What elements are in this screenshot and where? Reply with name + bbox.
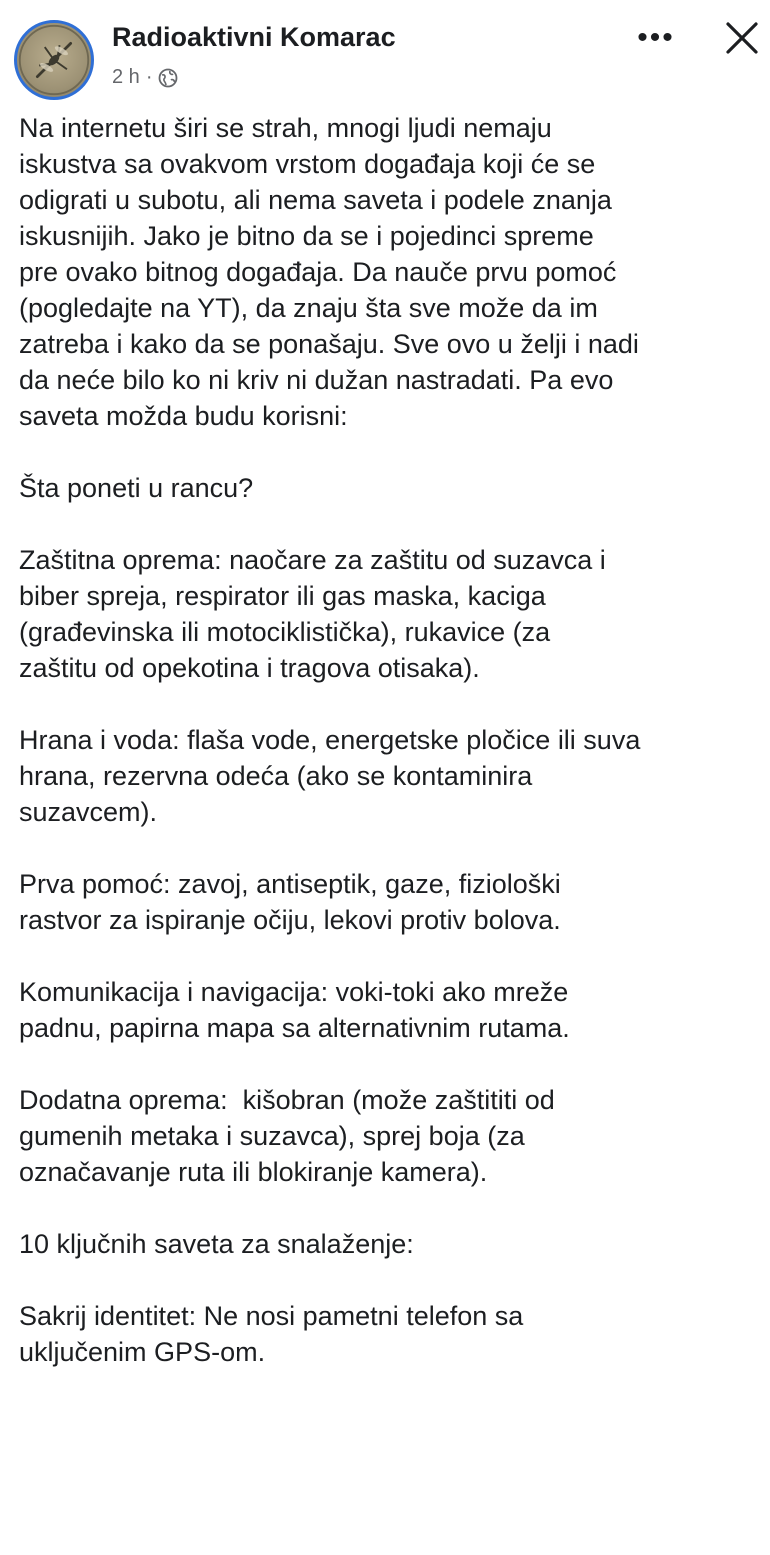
close-icon xyxy=(718,14,766,62)
post-header xyxy=(0,0,770,100)
post-paragraph: 10 ključnih saveta za snalaženje: xyxy=(19,1229,414,1259)
post-meta xyxy=(112,66,178,89)
mosquito-logo xyxy=(17,23,91,97)
globe-icon xyxy=(158,68,178,88)
meta-separator: · xyxy=(145,66,153,88)
avatar[interactable] xyxy=(14,20,94,100)
more-options-button[interactable]: ••• xyxy=(637,21,675,54)
post-paragraph: Komunikacija i navigacija: voki-toki ako mreže padnu, papirna mapa sa alternativnim rutama. xyxy=(19,977,570,1043)
post-text xyxy=(19,110,759,1370)
post-time[interactable]: 2 h xyxy=(112,66,140,88)
post-paragraph: Sakrij identitet: Ne nosi pametni telefon sa uključenim GPS-om. xyxy=(19,1301,524,1367)
post-paragraph: Zaštitna oprema: naočare za zaštitu od suzavca i biber spreja, respirator ili gas maska, kaciga (građevinska ili motociklistička), rukavice (za zaštitu od opekotina i tragova otisaka). xyxy=(19,545,606,683)
close-button[interactable] xyxy=(718,14,766,62)
post-paragraph: Dodatna oprema: kišobran (može zaštititi od gumenih metaka i suzavca), sprej boja (za označavanje ruta ili blokiranje kamera). xyxy=(19,1085,555,1187)
post-paragraph: Prva pomoć: zavoj, antiseptik, gaze, fiziološki rastvor za ispiranje očiju, lekovi protiv bolova. xyxy=(19,869,561,935)
post-paragraph: Na internetu širi se strah, mnogi ljudi nemaju iskustva sa ovakvom vrstom događaja koji će se odigrati u subotu, ali nema saveta i podele znanja iskusnijih. Jako je bitno da se i pojedinci spreme pre ovako bitnog događaja. Da nauče prvu pomoć (pogledajte na YT), da znaju šta sve može da im zatreba i kako da se ponašaju. Sve ovo u želji i nadi da neće bilo ko ni kriv ni dužan nastradati. Pa evo saveta možda budu korisni: xyxy=(19,113,639,431)
post-paragraph: Hrana i voda: flaša vode, energetske pločice ili suva hrana, rezervna odeća (ako se kontaminira suzavcem). xyxy=(19,725,641,827)
post-paragraph: Šta poneti u rancu? xyxy=(19,473,254,503)
author-name[interactable]: Radioaktivni Komarac xyxy=(112,22,396,52)
